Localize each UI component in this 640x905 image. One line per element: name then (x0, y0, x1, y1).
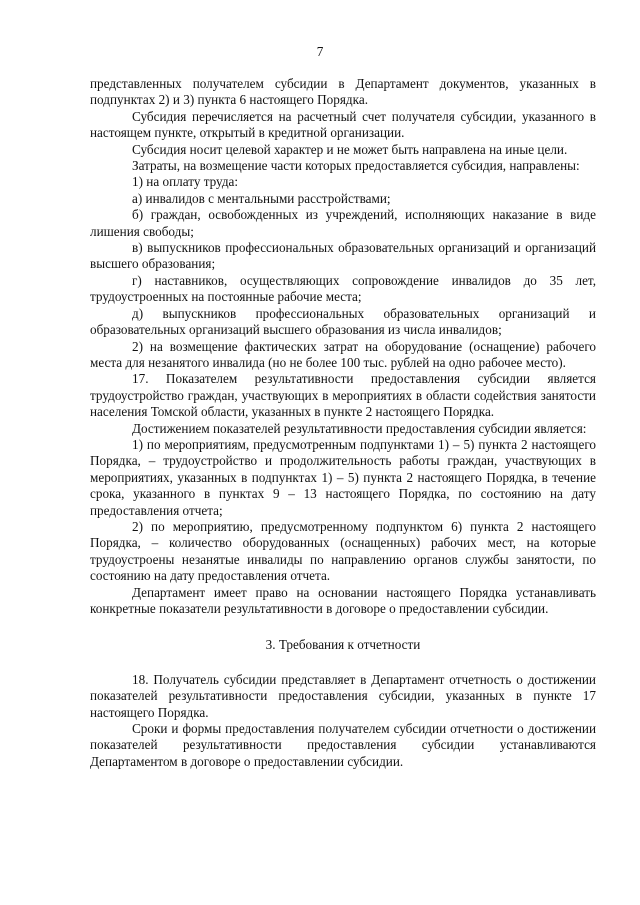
document-body (90, 76, 596, 770)
list-item: д) выпускников профессиональных образовательных организаций и образовательных организаций высшего образования из числа инвалидов; (90, 305, 596, 338)
paragraph: Департамент имеет право на основании настоящего Порядка устанавливать конкретные показатели результативности в договоре о предоставлении субсидии. (90, 584, 596, 616)
paragraph: Достижением показателей результативности предоставления субсидии является: (132, 420, 587, 436)
list-item: 1) по мероприятиям, предусмотренным подпунктами 1) – 5) пункта 2 настоящего Порядка, – трудоустройство и продолжительность работы граждан, участвующих в мероприятиях, указанных в подпунктах 1) – 5) пункта 2 настоящего Порядка, в течение срока, указанного в пунктах 9 – 13 настоящего Порядка, по состоянию на дату предоставления отчета; (90, 436, 596, 518)
paragraph: Субсидия перечисляется на расчетный счет получателя субсидии, указанного в настоящем пункте, открытый в кредитной организации. (90, 108, 596, 141)
list-item: г) наставников, осуществляющих сопровождение инвалидов до 35 лет, трудоустроенных на постоянные рабочие места; (90, 272, 596, 305)
list-item: в) выпускников профессиональных образовательных организаций и организаций высшего образования; (90, 240, 596, 272)
paragraph: 18. Получатель субсидии представляет в Департамент отчетность о достижении показателей результативности предоставления субсидии, указанных в пункте 17 настоящего Порядка. (90, 671, 596, 720)
paragraph: представленных получателем субсидии в Департамент документов, указанных в подпунктах 2) и 3) пункта 6 настоящего Порядка. (90, 76, 596, 108)
list-item: б) граждан, освобожденных из учреждений, исполняющих наказание в виде лишения свободы; (90, 207, 596, 239)
paragraph: Затраты, на возмещение части которых предоставляется субсидия, направлены: (132, 158, 580, 174)
paragraph: 17. Показателем результативности предоставления субсидии является трудоустройство граждан, участвующих в мероприятиях в области содействия занятости населения Томской области, указанных в пункте 2 настоящего Порядка. (90, 371, 596, 420)
section-heading: 3. Требования к отчетности (265, 637, 421, 653)
list-item: 1) на оплату труда: (132, 174, 239, 190)
paragraph: Субсидия носит целевой характер и не может быть направлена на иные цели. (132, 141, 568, 157)
list-item: 2) на возмещение фактических затрат на оборудование (оснащение) рабочего места для незанятого инвалида (но не более 100 тыс. рублей на одно рабочее место). (90, 338, 596, 370)
list-item: а) инвалидов с ментальными расстройствами; (132, 190, 391, 206)
list-item: 2) по мероприятию, предусмотренному подпунктом 6) пункта 2 настоящего Порядка, – количество оборудованных (оснащенных) рабочих мест, на которые трудоустроены незанятые инвалиды по направлению органов службы занятости, по состоянию на дату предоставления отчета. (90, 518, 596, 584)
paragraph: Сроки и формы предоставления получателем субсидии отчетности о достижении показателей результативности предоставления субсидии устанавливаются Департаментом в договоре о предоставлении субсидии. (90, 721, 596, 769)
page-number: 7 (316, 44, 324, 59)
